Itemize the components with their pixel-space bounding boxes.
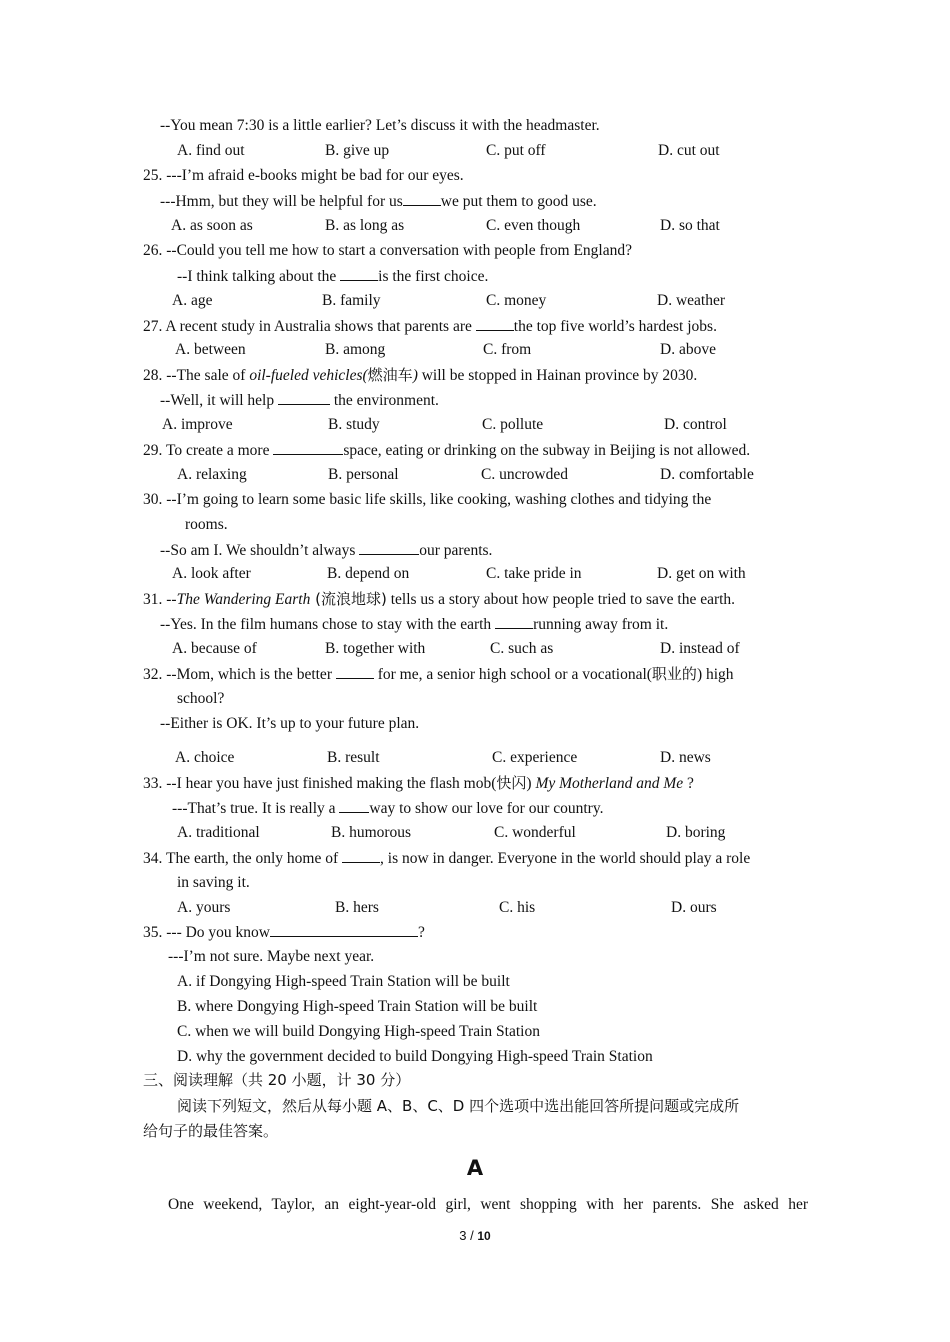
blank <box>476 316 514 331</box>
q27-option-d: D. above <box>660 341 716 358</box>
passage-text: One weekend, Taylor, an eight-year-old girl, went shopping with her parents. She asked her <box>168 1196 808 1213</box>
q28-option-b: B. study <box>328 416 380 433</box>
q25-option-d: D. so that <box>660 217 720 234</box>
q31-option-c: C. such as <box>490 640 554 657</box>
q24-option-d: D. cut out <box>658 142 720 159</box>
blank <box>495 614 533 629</box>
q35-question: 35. --- Do you know ? <box>143 924 425 941</box>
blank <box>273 440 343 455</box>
q30-option-b: B. depend on <box>327 565 410 582</box>
q27-question: 27. A recent study in Australia shows that parents are the top five world’s hardest jobs. <box>143 318 717 335</box>
q30-question: 30. --I’m going to learn some basic life skills, like cooking, washing clothes and tidying the <box>143 491 712 508</box>
q26-reply: --I think talking about the is the first choice. <box>177 268 489 285</box>
q34-option-a: A. yours <box>177 899 231 916</box>
q30-question-cont: rooms. <box>185 516 228 533</box>
q24-reply: --You mean 7:30 is a little earlier? Let’s discuss it with the headmaster. <box>160 117 600 134</box>
q31-option-b: B. together with <box>325 640 426 657</box>
q34-question: 34. The earth, the only home of , is now in danger. Everyone in the world should play a role <box>143 850 751 867</box>
q26-option-b: B. family <box>322 292 381 309</box>
q28-reply: --Well, it will help the environment. <box>160 392 439 409</box>
blank <box>336 664 374 679</box>
blank <box>340 266 378 281</box>
q25-option-b: B. as long as <box>325 217 405 234</box>
q35-reply: ---I’m not sure. Maybe next year. <box>168 948 375 965</box>
q26-question: 26. --Could you tell me how to start a conversation with people from England? <box>143 242 632 259</box>
q27-option-b: B. among <box>325 341 386 358</box>
q32-option-b: B. result <box>327 749 380 766</box>
blank <box>339 798 369 813</box>
q28-question: 28. --The sale of oil-fueled vehicles(燃油车) will be stopped in Hainan province by 2030. <box>143 366 698 384</box>
blank <box>270 922 418 937</box>
q24-option-c: C. put off <box>486 142 546 159</box>
q29-option-a: A. relaxing <box>177 466 247 483</box>
blank <box>278 390 330 405</box>
q31-reply: --Yes. In the film humans chose to stay with the earth running away from it. <box>160 616 669 633</box>
q24-option-a: A. find out <box>177 142 245 159</box>
q25-question: 25. ---I’m afraid e-books might be bad for our eyes. <box>143 167 464 184</box>
q29-option-b: B. personal <box>328 466 399 483</box>
passage-title: A <box>466 1156 484 1180</box>
q28-option-c: C. pollute <box>482 416 544 433</box>
section-instructions-cont: 给句子的最佳答案。 <box>143 1122 279 1140</box>
q32-option-a: A. choice <box>175 749 235 766</box>
q30-option-d: D. get on with <box>657 565 746 582</box>
q26-option-c: C. money <box>486 292 547 309</box>
q32-option-d: D. news <box>660 749 711 766</box>
q31-question: 31. --The Wandering Earth (流浪地球) tells us a story about how people tried to save the earth. <box>143 590 736 608</box>
q30-reply: --So am I. We shouldn’t always our parents. <box>160 542 493 559</box>
q35-option-a: A. if Dongying High-speed Train Station will be built <box>177 973 510 990</box>
q34-question-cont: in saving it. <box>177 874 250 891</box>
q34-option-d: D. ours <box>671 899 717 916</box>
q32-reply: --Either is OK. It’s up to your future plan. <box>160 715 420 732</box>
q35-option-d: D. why the government decided to build Dongying High-speed Train Station <box>177 1048 653 1065</box>
blank <box>359 540 419 555</box>
q29-question: 29. To create a more space, eating or drinking on the subway in Beijing is not allowed. <box>143 442 751 459</box>
q34-option-c: C. his <box>499 899 536 916</box>
q29-option-c: C. uncrowded <box>481 466 568 483</box>
blank <box>403 191 441 206</box>
q24-option-b: B. give up <box>325 142 390 159</box>
q33-reply: ---That’s true. It is really a way to show our love for our country. <box>172 800 604 817</box>
q32-question-cont: school? <box>177 690 225 707</box>
page-number: 3 / 10 <box>459 1228 491 1243</box>
q29-option-d: D. comfortable <box>660 466 754 483</box>
q25-reply: ---Hmm, but they will be helpful for us we put them to good use. <box>160 193 597 210</box>
q33-option-c: C. wonderful <box>494 824 576 841</box>
q27-option-c: C. from <box>483 341 532 358</box>
q30-option-c: C. take pride in <box>486 565 582 582</box>
q25-option-c: C. even though <box>486 217 581 234</box>
q28-option-d: D. control <box>664 416 727 433</box>
q34-option-b: B. hers <box>335 899 379 916</box>
q35-option-c: C. when we will build Dongying High-speed Train Station <box>177 1023 540 1040</box>
q35-option-b: B. where Dongying High-speed Train Station will be built <box>177 998 538 1015</box>
section-heading: 三、阅读理解（共 20 小题，计 30 分） <box>143 1071 411 1089</box>
q33-option-d: D. boring <box>666 824 726 841</box>
q26-option-a: A. age <box>172 292 213 309</box>
q33-option-b: B. humorous <box>331 824 412 841</box>
q33-option-a: A. traditional <box>177 824 260 841</box>
q30-option-a: A. look after <box>172 565 251 582</box>
section-instructions: 阅读下列短文，然后从每小题 A、B、C、D 四个选项中选出能回答所提问题或完成所 <box>177 1097 740 1115</box>
q28-option-a: A. improve <box>162 416 233 433</box>
q26-option-d: D. weather <box>657 292 725 309</box>
q27-option-a: A. between <box>175 341 246 358</box>
q31-option-d: D. instead of <box>660 640 740 657</box>
q32-question: 32. --Mom, which is the better for me, a senior high school or a vocational(职业的) high <box>143 665 734 683</box>
q33-question: 33. --I hear you have just finished making the flash mob(快闪) My Motherland and Me ? <box>143 774 694 792</box>
blank <box>342 848 380 863</box>
q25-option-a: A. as soon as <box>171 217 253 234</box>
q32-option-c: C. experience <box>492 749 578 766</box>
q31-option-a: A. because of <box>172 640 257 657</box>
